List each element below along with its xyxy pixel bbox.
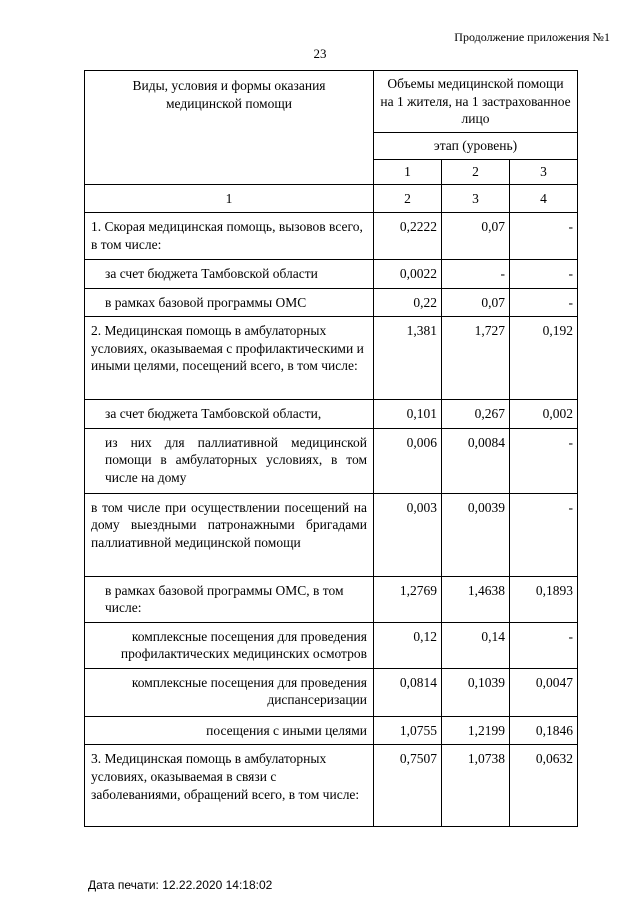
cell-value: 0,192 <box>510 317 578 400</box>
cell-value: 0,7507 <box>374 745 442 827</box>
cell-value: 0,0632 <box>510 745 578 827</box>
cell-value: 0,006 <box>374 428 442 493</box>
row-label: за счет бюджета Тамбовской области <box>85 260 374 289</box>
cell-value: 0,22 <box>374 288 442 317</box>
cell-value: 0,1846 <box>510 716 578 745</box>
cell-value: 0,12 <box>374 622 442 668</box>
cell-value: 0,0022 <box>374 260 442 289</box>
row-label: комплексные посещения для проведения диспансеризации <box>85 668 374 716</box>
cell-value: 1,2769 <box>374 576 442 622</box>
column-number: 1 <box>85 184 374 213</box>
column-number: 2 <box>374 184 442 213</box>
page-number: 23 <box>313 46 327 61</box>
table-row <box>85 428 578 493</box>
column-numbers-row <box>85 184 578 213</box>
cell-value: 0,2222 <box>374 213 442 260</box>
row-label: в рамках базовой программы ОМС, в том числе: <box>85 576 374 622</box>
header-level-1: 1 <box>374 160 442 185</box>
cell-value: 1,0738 <box>442 745 510 827</box>
column-number: 4 <box>510 184 578 213</box>
row-label: 1. Скорая медицинская помощь, вызовов всего, в том числе: <box>85 213 374 260</box>
continuation-note: Продолжение приложения №1 <box>454 30 610 44</box>
cell-value: 0,0814 <box>374 668 442 716</box>
table-row <box>85 260 578 289</box>
row-label: посещения с иными целями <box>85 716 374 745</box>
cell-value: - <box>510 213 578 260</box>
cell-value: 0,101 <box>374 400 442 429</box>
column-number: 3 <box>442 184 510 213</box>
table-row <box>85 493 578 576</box>
cell-value: 1,727 <box>442 317 510 400</box>
cell-value: - <box>510 428 578 493</box>
table-row <box>85 288 578 317</box>
table-header-row <box>85 71 578 133</box>
cell-value: - <box>510 260 578 289</box>
table-row <box>85 745 578 827</box>
cell-value: 0,0047 <box>510 668 578 716</box>
cell-value: 1,4638 <box>442 576 510 622</box>
header-stage: этап (уровень) <box>374 133 578 160</box>
cell-value: - <box>510 493 578 576</box>
cell-value: 1,2199 <box>442 716 510 745</box>
row-label: 3. Медицинская помощь в амбулаторных условиях, оказываемая в связи с заболеваниями, обращений всего, в том числе: <box>85 745 374 827</box>
table-row <box>85 576 578 622</box>
cell-value: - <box>510 288 578 317</box>
print-date: Дата печати: 12.22.2020 14:18:02 <box>88 878 273 892</box>
row-label: в том числе при осуществлении посещений на дому выездными патронажными бригадами паллиативной медицинской помощи <box>85 493 374 576</box>
table-row <box>85 668 578 716</box>
table-row <box>85 213 578 260</box>
row-label: 2. Медицинская помощь в амбулаторных условиях, оказываемая с профилактическими и иными целями, посещений всего, в том числе: <box>85 317 374 400</box>
table-row <box>85 622 578 668</box>
cell-value: 0,1893 <box>510 576 578 622</box>
row-label: за счет бюджета Тамбовской области, <box>85 400 374 429</box>
cell-value: - <box>442 260 510 289</box>
cell-value: 0,14 <box>442 622 510 668</box>
cell-value: 0,002 <box>510 400 578 429</box>
cell-value: 0,07 <box>442 213 510 260</box>
header-level-3: 3 <box>510 160 578 185</box>
row-label: из них для паллиативной медицинской помощи в амбулаторных условиях, в том числе на дому <box>85 428 374 493</box>
header-care-types: Виды, условия и формы оказания медицинской помощи <box>85 71 374 185</box>
cell-value: 0,0084 <box>442 428 510 493</box>
header-level-2: 2 <box>442 160 510 185</box>
cell-value: 0,267 <box>442 400 510 429</box>
cell-value: 1,381 <box>374 317 442 400</box>
medical-volumes-table <box>84 70 578 827</box>
cell-value: 0,0039 <box>442 493 510 576</box>
table-row <box>85 400 578 429</box>
cell-value: - <box>510 622 578 668</box>
cell-value: 0,1039 <box>442 668 510 716</box>
table-row <box>85 317 578 400</box>
cell-value: 1,0755 <box>374 716 442 745</box>
header-volumes: Объемы медицинской помощи на 1 жителя, на 1 застрахованное лицо <box>374 71 578 133</box>
cell-value: 0,003 <box>374 493 442 576</box>
row-label: комплексные посещения для проведения профилактических медицинских осмотров <box>85 622 374 668</box>
cell-value: 0,07 <box>442 288 510 317</box>
table-row <box>85 716 578 745</box>
row-label: в рамках базовой программы ОМС <box>85 288 374 317</box>
